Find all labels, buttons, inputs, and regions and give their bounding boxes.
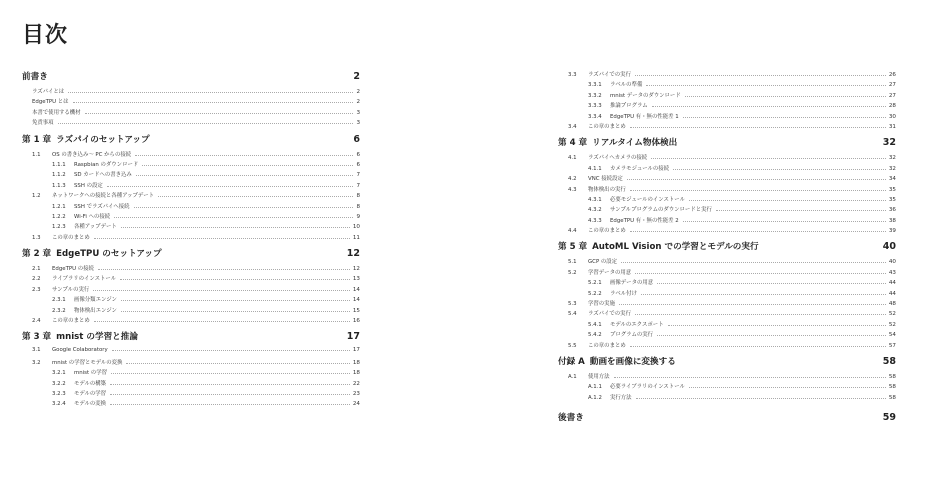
toc-section[interactable] — [558, 257, 896, 267]
toc-page-number: 18 — [352, 370, 360, 377]
toc-section[interactable] — [22, 274, 360, 284]
dot-leader — [114, 217, 353, 218]
dot-leader — [107, 186, 354, 187]
toc-section[interactable] — [22, 150, 360, 160]
toc-section[interactable] — [558, 268, 896, 278]
toc-entry-number: 4.3.1 — [588, 196, 602, 203]
toc-section[interactable] — [558, 341, 896, 351]
toc-entry-number: 3.2.3 — [52, 390, 66, 397]
dot-leader — [636, 398, 886, 399]
toc-entry-number: 5.3 — [568, 301, 577, 308]
toc-entry-number: 2.3 — [32, 286, 41, 293]
toc-page-number: 35 — [888, 186, 896, 193]
toc-entry-title: 必要ライブラリのインストール — [610, 384, 685, 391]
toc-entry-number: 3.3.3 — [588, 103, 602, 110]
toc-entry-number: 1.2.1 — [52, 203, 66, 210]
toc-entry-title: SD カードへの書き込み — [74, 172, 132, 179]
toc-subsection[interactable] — [558, 164, 896, 174]
toc-entry-number: 5.4 — [568, 311, 577, 318]
toc-section[interactable] — [22, 285, 360, 295]
dot-leader — [635, 314, 886, 315]
toc-entry-number: 1.1.1 — [52, 161, 66, 168]
dot-leader — [112, 350, 350, 351]
toc-page-number: 36 — [888, 207, 896, 214]
toc-entry-title: OS の書き込み〜 PC からの接続 — [52, 151, 132, 158]
toc-subsection[interactable] — [558, 289, 896, 299]
toc-entry-number: 1.2 — [32, 193, 41, 200]
toc-entry-title: リアルタイム物体検出 — [592, 138, 678, 149]
toc-section[interactable] — [558, 372, 896, 382]
toc-entry-number: 第 4 章 — [558, 138, 588, 149]
toc-entry-title: GCP の設定 — [588, 259, 618, 266]
toc-entry-number: 2.1 — [32, 266, 41, 273]
toc-entry-title: EdgeTPU の接続 — [52, 266, 94, 273]
toc-entry-number: 第 1 章 — [22, 134, 52, 145]
toc-page-number: 30 — [888, 113, 896, 120]
toc-page-number: 40 — [882, 241, 896, 253]
toc-entry-title: 推論プログラム — [610, 103, 648, 110]
toc-section[interactable] — [22, 316, 360, 326]
toc-entry-title: ライブラリのインストール — [52, 276, 117, 283]
toc-subsection[interactable] — [22, 202, 360, 212]
toc-entry-number: 2.3.1 — [52, 297, 66, 304]
dot-leader — [635, 273, 886, 274]
dot-leader — [126, 363, 349, 364]
toc-page-number: 24 — [352, 401, 360, 408]
toc-entry-number: 1.1.2 — [52, 172, 66, 179]
toc-entry-number: 第 3 章 — [22, 332, 52, 343]
toc-entry-title: 物体検出の実行 — [588, 186, 626, 193]
toc-entry-title: モデルの変換 — [74, 401, 107, 408]
toc-entry-title: モデルのエクスポート — [610, 321, 664, 328]
toc-entry-title: この章のまとめ — [52, 234, 90, 241]
toc-entry-number: 1.2.2 — [52, 213, 66, 220]
toc-entry-number: 5.1 — [568, 259, 577, 266]
toc-subsection[interactable] — [22, 222, 360, 232]
toc-entry-title: mnist の学習と推論 — [56, 332, 138, 343]
toc-entry-title: この章のまとめ — [588, 123, 626, 130]
dot-leader — [134, 207, 354, 208]
toc-page-number: 15 — [352, 307, 360, 314]
toc-section[interactable] — [22, 358, 360, 368]
dot-leader — [630, 346, 886, 347]
toc-page-number: 38 — [888, 217, 896, 224]
toc-page-number: 39 — [888, 228, 896, 235]
dot-leader — [630, 231, 886, 232]
dot-leader — [657, 335, 886, 336]
toc-entry-title: SSH の設定 — [74, 182, 103, 189]
toc-page-number: 6 — [353, 133, 360, 145]
toc-subsection[interactable] — [22, 368, 360, 378]
toc-subsection[interactable] — [22, 295, 360, 305]
dot-leader — [110, 394, 350, 395]
toc-entry-title: SSH でラズパイへ接続 — [74, 203, 130, 210]
toc-entry-title: この章のまとめ — [52, 318, 90, 325]
toc-page-number: 32 — [882, 137, 896, 149]
toc-entry-title: EdgeTPU のセットアップ — [56, 249, 162, 260]
toc-page-number: 18 — [352, 359, 360, 366]
toc-entry-number: 3.3.1 — [588, 82, 602, 89]
toc-entry-number: 3.2.1 — [52, 370, 66, 377]
toc-entry-number: 3.3.4 — [588, 113, 602, 120]
toc-entry-number: 4.4 — [568, 228, 577, 235]
toc-page-number: 54 — [888, 332, 896, 339]
toc-page-number: 12 — [352, 266, 360, 273]
toc-chapter[interactable] — [22, 133, 360, 150]
toc-entry-title: 学習の実施 — [588, 301, 615, 308]
toc-subsection[interactable] — [558, 80, 896, 90]
toc-section[interactable] — [558, 70, 896, 80]
dot-leader — [135, 155, 353, 156]
toc-section[interactable] — [558, 226, 896, 236]
toc-chapter[interactable] — [22, 330, 360, 347]
toc-entry-title: ラズパイとは — [32, 89, 65, 95]
dot-leader — [668, 325, 886, 326]
toc-page-number: 2 — [356, 89, 360, 95]
toc-page-number: 9 — [356, 213, 360, 220]
toc-entry-title: この章のまとめ — [588, 342, 626, 349]
toc-entry-title: Google Colaboratory — [52, 347, 108, 354]
toc-entry-number: 3.3 — [568, 72, 577, 78]
toc-subsection[interactable] — [558, 330, 896, 340]
dot-leader — [93, 290, 350, 291]
toc-page-number: 27 — [888, 82, 896, 89]
toc-entry-title: 実行方法 — [610, 394, 632, 401]
toc-entry-number: 4.2 — [568, 176, 577, 183]
toc-entry-title: 後書き — [558, 413, 584, 424]
toc-entry-number: 5.2 — [568, 269, 577, 276]
toc-entry-number: 第 5 章 — [558, 242, 588, 253]
toc-entry-number: 2.4 — [32, 318, 41, 325]
toc-subsection[interactable] — [22, 170, 360, 180]
dot-leader — [121, 300, 350, 301]
dot-leader — [716, 210, 886, 211]
dot-leader — [630, 190, 886, 191]
toc-entry-number: 3.2 — [32, 359, 41, 366]
toc-section[interactable] — [22, 233, 360, 243]
toc-section[interactable] — [22, 97, 360, 107]
toc-page-number: 58 — [888, 394, 896, 401]
toc-entry-title: EdgeTPU 有・無の性能差 2 — [610, 217, 679, 224]
dot-leader — [630, 127, 886, 128]
toc-subsection[interactable] — [558, 195, 896, 205]
toc-chapter[interactable] — [22, 247, 360, 264]
toc-section[interactable] — [22, 347, 360, 357]
toc-page-number: 14 — [352, 286, 360, 293]
toc-page-number: 22 — [352, 380, 360, 387]
dot-leader — [85, 113, 354, 114]
toc-subsection[interactable] — [22, 160, 360, 170]
toc-subsection[interactable] — [22, 389, 360, 399]
toc-page-number: 32 — [888, 165, 896, 172]
toc-page-number: 7 — [356, 172, 360, 179]
toc-entry-title: ラズパイでの実行 — [588, 72, 631, 78]
toc-entry-title: 本書で使用する機材 — [32, 109, 81, 116]
toc-page-number: 23 — [352, 390, 360, 397]
dot-leader — [627, 179, 886, 180]
toc-subsection[interactable] — [22, 399, 360, 409]
toc-subsection[interactable] — [22, 379, 360, 389]
toc-entry-title: この章のまとめ — [588, 228, 626, 235]
toc-entry-number: 付録 A — [558, 356, 585, 367]
toc-page-number: 43 — [888, 269, 896, 276]
dot-leader — [619, 304, 886, 305]
toc-entry-number: 3.2.2 — [52, 380, 66, 387]
toc-page-number: 17 — [352, 347, 360, 354]
toc-subsection[interactable] — [558, 382, 896, 392]
toc-page-number: 6 — [356, 161, 360, 168]
toc-entry-number: 3.1 — [32, 347, 41, 354]
toc-section[interactable] — [558, 122, 896, 132]
toc-right-column — [558, 70, 896, 428]
toc-subsection[interactable] — [558, 101, 896, 111]
toc-page-number: 3 — [356, 120, 360, 127]
toc-entry-title: モデルの構築 — [74, 380, 107, 387]
toc-page-number: 2 — [353, 71, 360, 82]
toc-entry-number: A.1.2 — [588, 394, 602, 401]
toc-page-number: 32 — [888, 155, 896, 162]
dot-leader — [635, 75, 886, 76]
toc-page-number: 34 — [888, 176, 896, 183]
dot-leader — [111, 373, 350, 374]
toc-entry-title: 各種アップデート — [74, 224, 117, 231]
toc-subsection[interactable] — [558, 320, 896, 330]
page-title: 目次 — [22, 23, 69, 48]
toc-left-column — [22, 70, 360, 410]
toc-entry-title: プログラムの実行 — [610, 332, 654, 339]
toc-page-number: 52 — [888, 321, 896, 328]
toc-entry-number: A.1 — [568, 373, 577, 380]
toc-entry-number: 2.3.2 — [52, 307, 66, 314]
toc-page-number: 12 — [346, 248, 360, 260]
toc-entry-title: AutoML Vision での学習とモデルの実行 — [592, 242, 759, 253]
dot-leader — [73, 102, 354, 103]
toc-entry-title: mnist の学習とモデルの変換 — [52, 359, 123, 366]
toc-entry-number: 3.3.2 — [588, 92, 602, 99]
toc-page-number: 58 — [888, 384, 896, 391]
toc-entry-title: 画像データの用意 — [610, 280, 654, 287]
dot-leader — [121, 311, 350, 312]
toc-entry-number: 1.1.3 — [52, 182, 66, 189]
toc-entry-title: mnist の学習 — [74, 370, 107, 377]
toc-entry-number: 5.2.2 — [588, 290, 602, 297]
toc-subsection[interactable] — [22, 212, 360, 222]
toc-subsection[interactable] — [22, 306, 360, 316]
dot-leader — [142, 165, 353, 166]
dot-leader — [673, 169, 886, 170]
toc-page-number: 44 — [888, 280, 896, 287]
toc-page-number: 8 — [356, 193, 360, 200]
toc-page-number: 7 — [356, 182, 360, 189]
toc-subsection[interactable] — [558, 91, 896, 101]
toc-subsection[interactable] — [558, 205, 896, 215]
toc-section[interactable] — [558, 309, 896, 319]
toc-subsection[interactable] — [558, 393, 896, 403]
toc-page-number: 31 — [888, 123, 896, 130]
dot-leader — [98, 269, 350, 270]
dot-leader — [621, 262, 886, 263]
toc-entry-title: 動画を画像に変換する — [589, 356, 676, 367]
toc-section[interactable] — [22, 264, 360, 274]
toc-entry-number: 5.5 — [568, 342, 577, 349]
toc-entry-title: 画像分類エンジン — [74, 297, 117, 304]
toc-entry-title: ネットワークへの接続と各種アップデート — [52, 193, 155, 200]
toc-page-number: 27 — [888, 92, 896, 99]
dot-leader — [657, 283, 886, 284]
dot-leader — [614, 377, 886, 378]
toc-page-number: 26 — [888, 72, 896, 78]
toc-section[interactable] — [22, 108, 360, 118]
toc-page-number: 58 — [882, 355, 896, 367]
toc-subsection[interactable] — [22, 181, 360, 191]
dot-leader — [136, 175, 354, 176]
toc-entry-number: 1.3 — [32, 234, 41, 241]
toc-page-number: 40 — [888, 259, 896, 266]
dot-leader — [110, 384, 350, 385]
toc-entry-title: サンプルの実行 — [52, 286, 90, 293]
toc-chapter[interactable] — [558, 240, 896, 257]
toc-page-number: 8 — [356, 203, 360, 210]
toc-entry-number: 4.1.1 — [588, 165, 602, 172]
toc-section[interactable] — [22, 87, 360, 97]
toc-entry-title: 学習データの用意 — [588, 269, 632, 276]
toc-entry-title: ラズパイへカメラの接続 — [588, 155, 648, 162]
toc-page-number: 57 — [888, 342, 896, 349]
toc-page-number: 48 — [888, 301, 896, 308]
toc-entry-title: ラベル付け — [610, 290, 637, 297]
toc-section[interactable] — [22, 118, 360, 128]
toc-page-number: 3 — [356, 109, 360, 116]
toc-page-number: 11 — [352, 234, 360, 241]
toc-entry-title: 前書き — [22, 72, 48, 82]
toc-entry-number: 4.3 — [568, 186, 577, 193]
dot-leader — [121, 227, 350, 228]
toc-entry-title: Wi-Fi への接続 — [74, 213, 111, 220]
dot-leader — [689, 200, 886, 201]
toc-page-number: 59 — [882, 412, 896, 424]
toc-entry-number: 3.2.4 — [52, 401, 66, 408]
toc-chapter[interactable] — [558, 355, 896, 372]
dot-leader — [683, 221, 886, 222]
toc-entry-number: 4.1 — [568, 155, 577, 162]
toc-chapter[interactable] — [558, 136, 896, 153]
toc-section[interactable] — [558, 185, 896, 195]
toc-entry-title: EdgeTPU とは — [32, 99, 69, 106]
dot-leader — [94, 238, 350, 239]
toc-section[interactable] — [558, 174, 896, 184]
toc-entry-number: 1.2.3 — [52, 224, 66, 231]
toc-section[interactable] — [558, 299, 896, 309]
dot-leader — [685, 96, 886, 97]
dot-leader — [652, 106, 886, 107]
toc-entry-title: サンプルプログラムのダウンロードと実行 — [610, 207, 712, 214]
toc-page-number: 58 — [888, 373, 896, 380]
toc-entry-number: 3.4 — [568, 123, 577, 130]
toc-entry-title: VNC 接続設定 — [588, 176, 623, 183]
toc-entry-title: 必要モジュールのインストール — [610, 196, 685, 203]
dot-leader — [110, 404, 350, 405]
toc-entry-number: A.1.1 — [588, 384, 602, 391]
toc-entry-number: 4.3.3 — [588, 217, 602, 224]
toc-entry-number: 5.4.1 — [588, 321, 602, 328]
toc-entry-title: ラズパイのセットアップ — [56, 134, 150, 145]
toc-entry-title: ラズパイでの実行 — [588, 311, 631, 318]
dot-leader — [158, 196, 353, 197]
dot-leader — [683, 117, 886, 118]
toc-entry-number: 2.2 — [32, 276, 41, 283]
dot-leader — [651, 158, 886, 159]
toc-page-number: 13 — [352, 276, 360, 283]
toc-page-number: 28 — [888, 103, 896, 110]
toc-entry-number: 4.3.2 — [588, 207, 602, 214]
toc-entry-title: 使用方法 — [588, 373, 610, 380]
toc-entry-title: カメラモジュールの接続 — [610, 165, 670, 172]
toc-entry-title: Raspbian のダウンロード — [74, 161, 139, 168]
dot-leader — [58, 123, 354, 124]
toc-entry-number: 第 2 章 — [22, 249, 52, 260]
toc-subsection[interactable] — [558, 216, 896, 226]
toc-page-number: 2 — [356, 99, 360, 106]
toc-entry-number: 5.4.2 — [588, 332, 602, 339]
toc-entry-title: 免責事項 — [32, 120, 54, 127]
toc-page-number: 35 — [888, 196, 896, 203]
toc-entry-title: mnist データのダウンロード — [610, 92, 681, 99]
dot-leader — [68, 92, 353, 93]
toc-entry-number: 1.1 — [32, 151, 41, 158]
toc-subsection[interactable] — [558, 278, 896, 288]
dot-leader — [689, 387, 886, 388]
toc-page-number: 44 — [888, 290, 896, 297]
toc-section[interactable] — [558, 153, 896, 163]
dot-leader — [641, 294, 886, 295]
toc-subsection[interactable] — [558, 112, 896, 122]
dot-leader — [94, 321, 350, 322]
toc-page-number: 14 — [352, 297, 360, 304]
dot-leader — [120, 279, 350, 280]
toc-page-number: 17 — [346, 331, 360, 343]
toc-front-matter[interactable] — [558, 411, 896, 428]
toc-page-number: 16 — [352, 318, 360, 325]
toc-front-matter[interactable] — [22, 70, 360, 87]
toc-entry-title: モデルの学習 — [74, 390, 107, 397]
toc-page-number: 52 — [888, 311, 896, 318]
toc-entry-number: 5.2.1 — [588, 280, 602, 287]
toc-entry-title: 物体検出エンジン — [74, 307, 117, 314]
toc-spacer — [558, 403, 896, 411]
toc-page-number: 10 — [352, 224, 360, 231]
dot-leader — [646, 85, 886, 86]
toc-entry-title: ラベルの準備 — [610, 82, 643, 89]
toc-page-number: 6 — [356, 151, 360, 158]
toc-entry-title: EdgeTPU 有・無の性能差 1 — [610, 113, 679, 120]
toc-section[interactable] — [22, 191, 360, 201]
